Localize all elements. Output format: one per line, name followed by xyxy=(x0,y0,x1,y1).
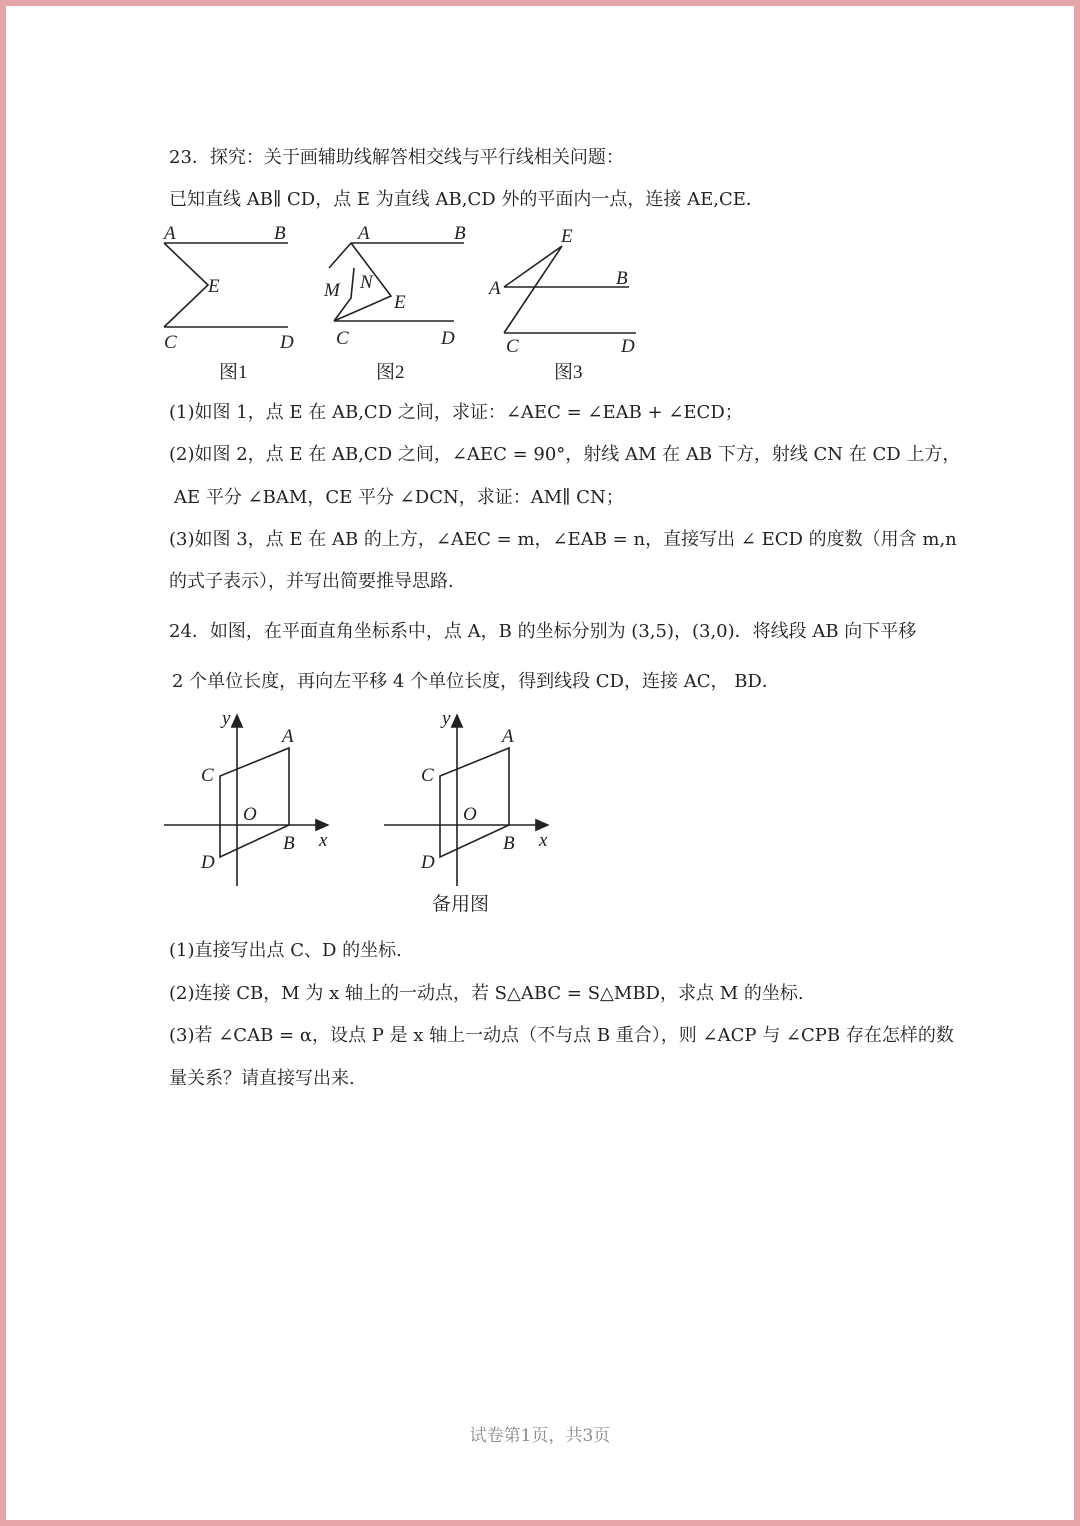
spare-label-o: O xyxy=(463,804,477,825)
q24-part3-line2: 量关系？请直接写出来. xyxy=(169,1068,355,1089)
q23-part3-line1: (3)如图 3，点 E 在 AB 的上方，∠AEC = m，∠EAB = n，直接写出 ∠ ECD 的度数（用含 m,n xyxy=(169,529,957,550)
fig1-caption: 图1 xyxy=(219,362,248,383)
fig2-label-n: N xyxy=(360,272,373,293)
fig3-label-a: A xyxy=(489,278,501,299)
fig1-label-a: A xyxy=(164,223,176,244)
fig2-ray-cn xyxy=(334,268,354,321)
main-label-x: x xyxy=(319,830,328,851)
q24-line2: 2 个单位长度，再向左平移 4 个单位长度，得到线段 CD，连接 AC， BD． xyxy=(172,671,780,692)
fig3-label-c: C xyxy=(506,336,519,357)
main-label-b: B xyxy=(283,833,295,854)
fig2-label-a: A xyxy=(358,223,370,244)
spare-label-a: A xyxy=(502,726,514,747)
fig2-caption: 图2 xyxy=(376,362,405,383)
fig1-label-d: D xyxy=(280,332,294,353)
q23-part2-line2: AE 平分 ∠BAM，CE 平分 ∠DCN，求证：AM∥ CN； xyxy=(174,487,624,508)
q24-part1: (1)直接写出点 C、D 的坐标. xyxy=(169,940,402,961)
fig3-label-e: E xyxy=(561,226,573,247)
q24-part3-line1: (3)若 ∠CAB = α，设点 P 是 x 轴上一动点（不与点 B 重合），则 ∠ACP 与 ∠CPB 存在怎样的数 xyxy=(169,1025,954,1046)
fig2-label-e: E xyxy=(394,292,406,313)
q23-part1: (1)如图 1，点 E 在 AB,CD 之间，求证：∠AEC = ∠EAB + ∠ECD； xyxy=(169,402,743,423)
main-label-o: O xyxy=(243,804,257,825)
q23-title: 23．探究：关于画辅助线解答相交线与平行线相关问题： xyxy=(169,147,624,168)
fig3-caption: 图3 xyxy=(554,362,583,383)
fig2-label-d: D xyxy=(441,328,455,349)
q23-part2-line1: (2)如图 2，点 E 在 AB,CD 之间，∠AEC = 90°，射线 AM 在 AB 下方，射线 CN 在 CD 上方， xyxy=(169,444,961,465)
fig2-ray-am xyxy=(329,243,351,268)
spare-label-d: D xyxy=(421,852,435,873)
spare-label-y: y xyxy=(442,708,451,729)
fig3-path-aec xyxy=(504,246,562,333)
spare-parallelogram-abdc xyxy=(440,748,509,857)
exam-page xyxy=(6,6,1074,1520)
page-footer: 试卷第1页，共3页 xyxy=(469,1426,611,1446)
main-label-c: C xyxy=(201,765,214,786)
fig3-label-b: B xyxy=(616,268,628,289)
spare-label-x: x xyxy=(539,830,548,851)
spare-caption: 备用图 xyxy=(432,894,490,915)
q23-given: 已知直线 AB∥ CD，点 E 为直线 AB,CD 外的平面内一点，连接 AE,CE． xyxy=(169,189,764,210)
fig2-label-m: M xyxy=(324,280,340,301)
main-label-a: A xyxy=(282,726,294,747)
main-label-d: D xyxy=(201,852,215,873)
q24-part2: (2)连接 CB，M 为 x 轴上的一动点，若 S△ABC = S△MBD，求点 M 的坐标. xyxy=(169,983,804,1004)
q24-line1: 24．如图，在平面直角坐标系中，点 A，B 的坐标分别为 (3,5)，(3,0)．将线段 AB 向下平移 xyxy=(169,621,917,642)
fig2-label-c: C xyxy=(336,328,349,349)
q24-spare-figure xyxy=(384,715,548,886)
fig1-label-b: B xyxy=(274,223,286,244)
spare-label-c: C xyxy=(421,765,434,786)
main-parallelogram-abdc xyxy=(220,748,289,857)
fig2-label-b: B xyxy=(454,223,466,244)
fig2-path-aec xyxy=(334,243,391,321)
fig1-path-aec xyxy=(164,243,208,327)
fig1-label-e: E xyxy=(208,276,220,297)
q24-main-figure xyxy=(164,715,328,886)
fig1-label-c: C xyxy=(164,332,177,353)
spare-label-b: B xyxy=(503,833,515,854)
fig3-label-d: D xyxy=(621,336,635,357)
q23-part3-line2: 的式子表示），并写出简要推导思路. xyxy=(169,571,454,592)
main-label-y: y xyxy=(222,708,231,729)
